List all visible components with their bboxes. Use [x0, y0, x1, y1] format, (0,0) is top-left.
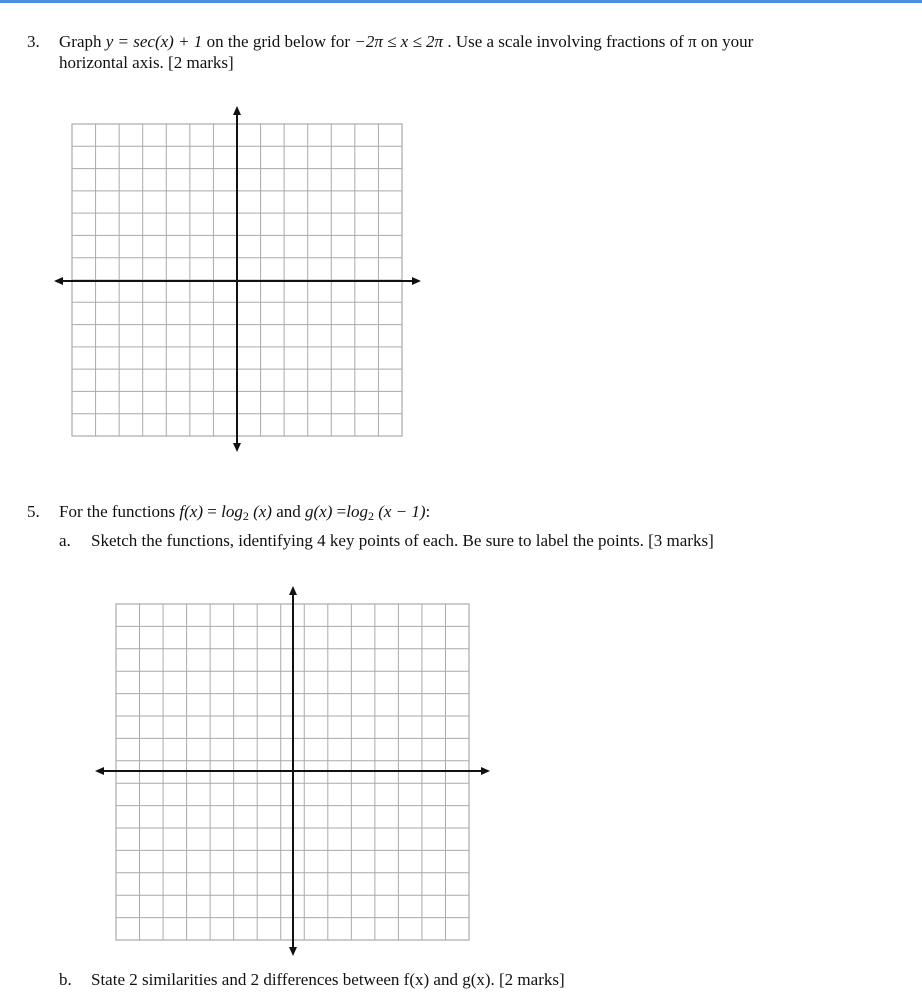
question-3-equation: y = sec(x) + 1	[105, 32, 203, 51]
grid-question-3	[54, 106, 421, 452]
question-5a-text: Sketch the functions, identifying 4 key points of each. Be sure to label the points. [3 marks]	[91, 531, 714, 550]
question-5a-label: a.	[59, 531, 71, 550]
arrow-down-icon	[289, 947, 297, 956]
arrow-up-icon	[289, 586, 297, 595]
arrow-up-icon	[233, 106, 241, 115]
arrow-down-icon	[233, 443, 241, 452]
arrow-right-icon	[412, 277, 421, 285]
question-3-text-line2: horizontal axis. [2 marks]	[59, 53, 234, 72]
question-3-text: Graph y = sec(x) + 1 on the grid below for −2π ≤ x ≤ 2π . Use a scale involving fractions of π on your	[59, 32, 754, 51]
question-3-domain: −2π ≤ x ≤ 2π	[354, 32, 444, 51]
question-5b-label: b.	[59, 970, 72, 989]
question-5-number: 5.	[27, 502, 40, 521]
arrow-right-icon	[481, 767, 490, 775]
grid-question-5a	[95, 586, 490, 956]
arrow-left-icon	[54, 277, 63, 285]
arrow-left-icon	[95, 767, 104, 775]
question-5-text: For the functions $f(x) = \log_2 (x)$ and $g(x) =\log_2$ (x − 1):	[59, 502, 431, 523]
question-3-number: 3.	[27, 32, 40, 51]
question-5b-text: State 2 similarities and 2 differences between f(x) and g(x). [2 marks]	[91, 970, 565, 989]
